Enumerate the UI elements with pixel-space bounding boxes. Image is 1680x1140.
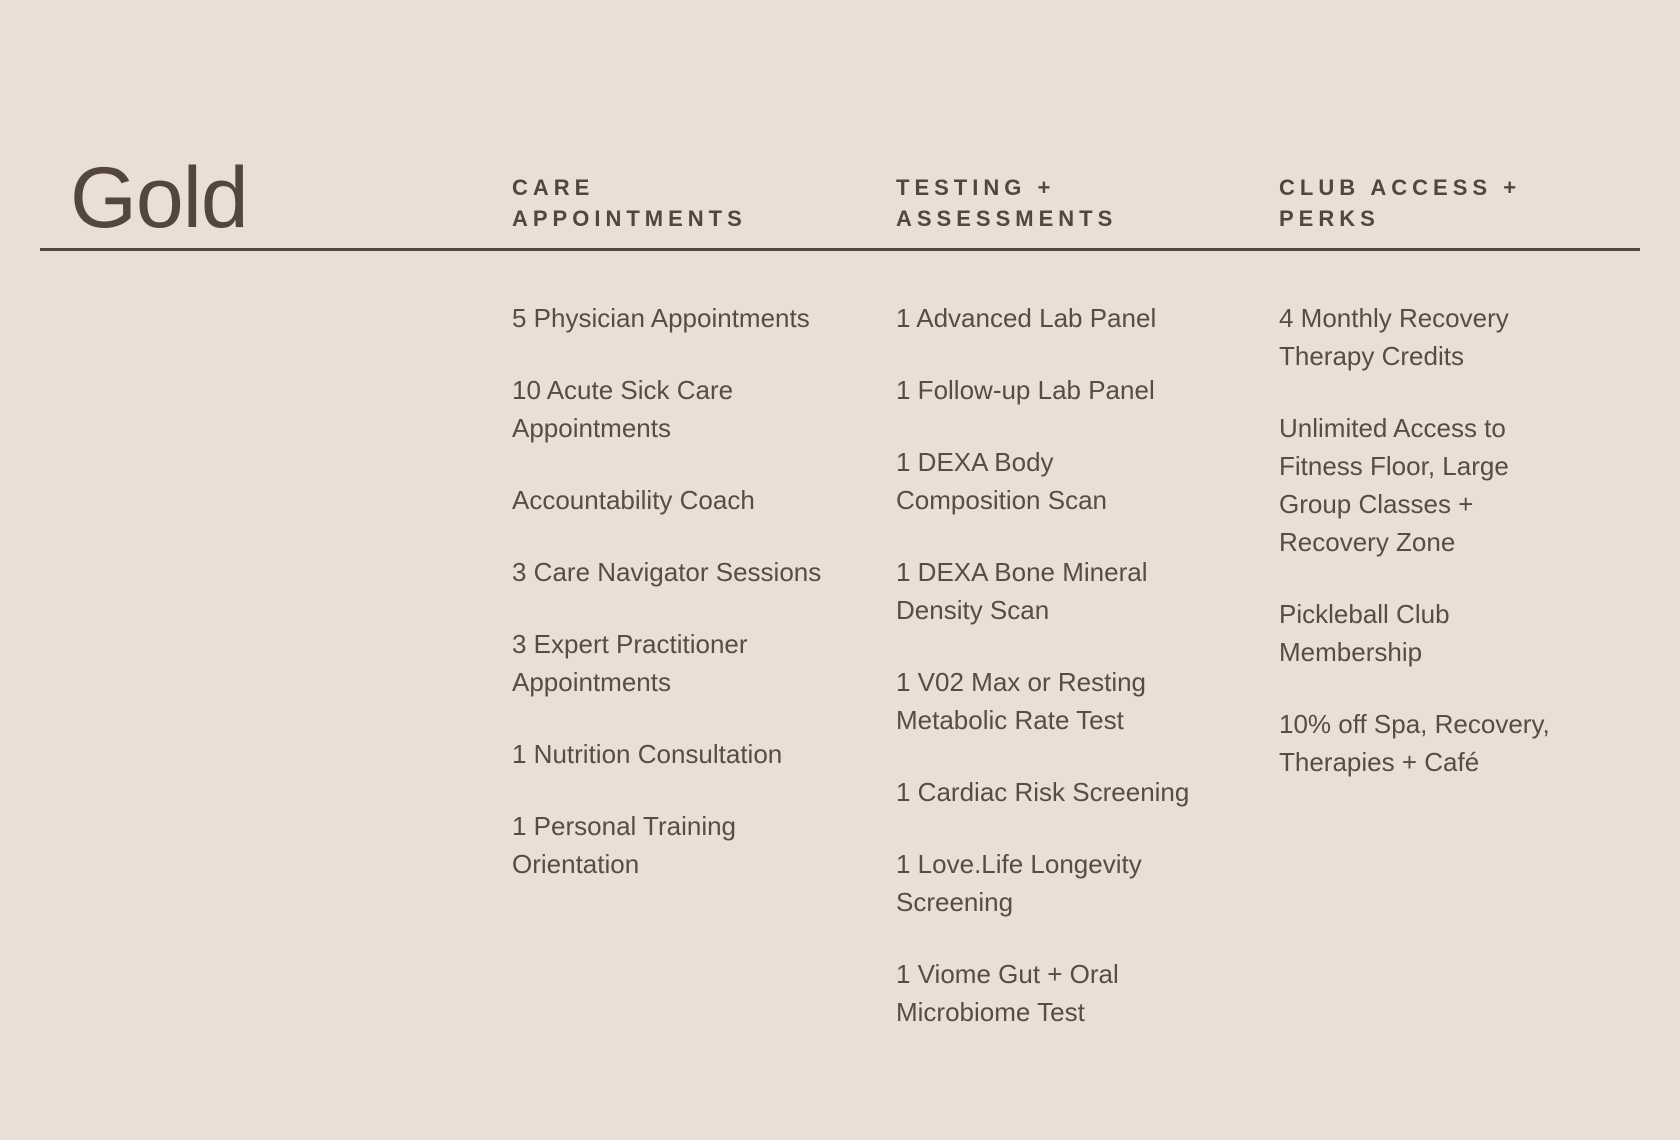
column-heading-testing: TESTING + ASSESSMENTS (896, 175, 1118, 231)
list-item: 1 Love.Life Longevity Screening (896, 849, 1142, 917)
club-list (1279, 299, 1629, 815)
header-divider (40, 248, 1640, 251)
list-item: 1 Advanced Lab Panel (896, 303, 1157, 333)
list-item: 1 V02 Max or Resting Metabolic Rate Test (896, 667, 1147, 735)
list-item: 1 Personal Training Orientation (512, 811, 737, 879)
list-item: Unlimited Access to Fitness Floor, Large Group Classes + Recovery Zone (1279, 413, 1509, 557)
list-item: 1 DEXA Body Composition Scan (896, 447, 1107, 515)
list-item: 1 Nutrition Consultation (512, 739, 783, 769)
care-list (512, 299, 852, 917)
column-heading-care: CARE APPOINTMENTS (512, 175, 747, 231)
list-item: 1 Follow-up Lab Panel (896, 375, 1155, 405)
list-item: 3 Care Navigator Sessions (512, 557, 822, 587)
list-item: 3 Expert Practitioner Appointments (512, 629, 748, 697)
list-item: 1 DEXA Bone Mineral Density Scan (896, 557, 1148, 625)
list-item: 4 Monthly Recovery Therapy Credits (1279, 303, 1509, 371)
list-item: 10% off Spa, Recovery, Therapies + Café (1279, 709, 1550, 777)
list-item: Pickleball Club Membership (1279, 599, 1450, 667)
list-item: Accountability Coach (512, 485, 755, 515)
list-item: 5 Physician Appointments (512, 303, 810, 333)
plan-title: Gold (70, 150, 248, 246)
list-item: 10 Acute Sick Care Appointments (512, 375, 734, 443)
list-item: 1 Cardiac Risk Screening (896, 777, 1190, 807)
column-heading-club: CLUB ACCESS + PERKS (1279, 175, 1522, 231)
list-item: 1 Viome Gut + Oral Microbiome Test (896, 959, 1119, 1027)
testing-list (896, 299, 1236, 1065)
